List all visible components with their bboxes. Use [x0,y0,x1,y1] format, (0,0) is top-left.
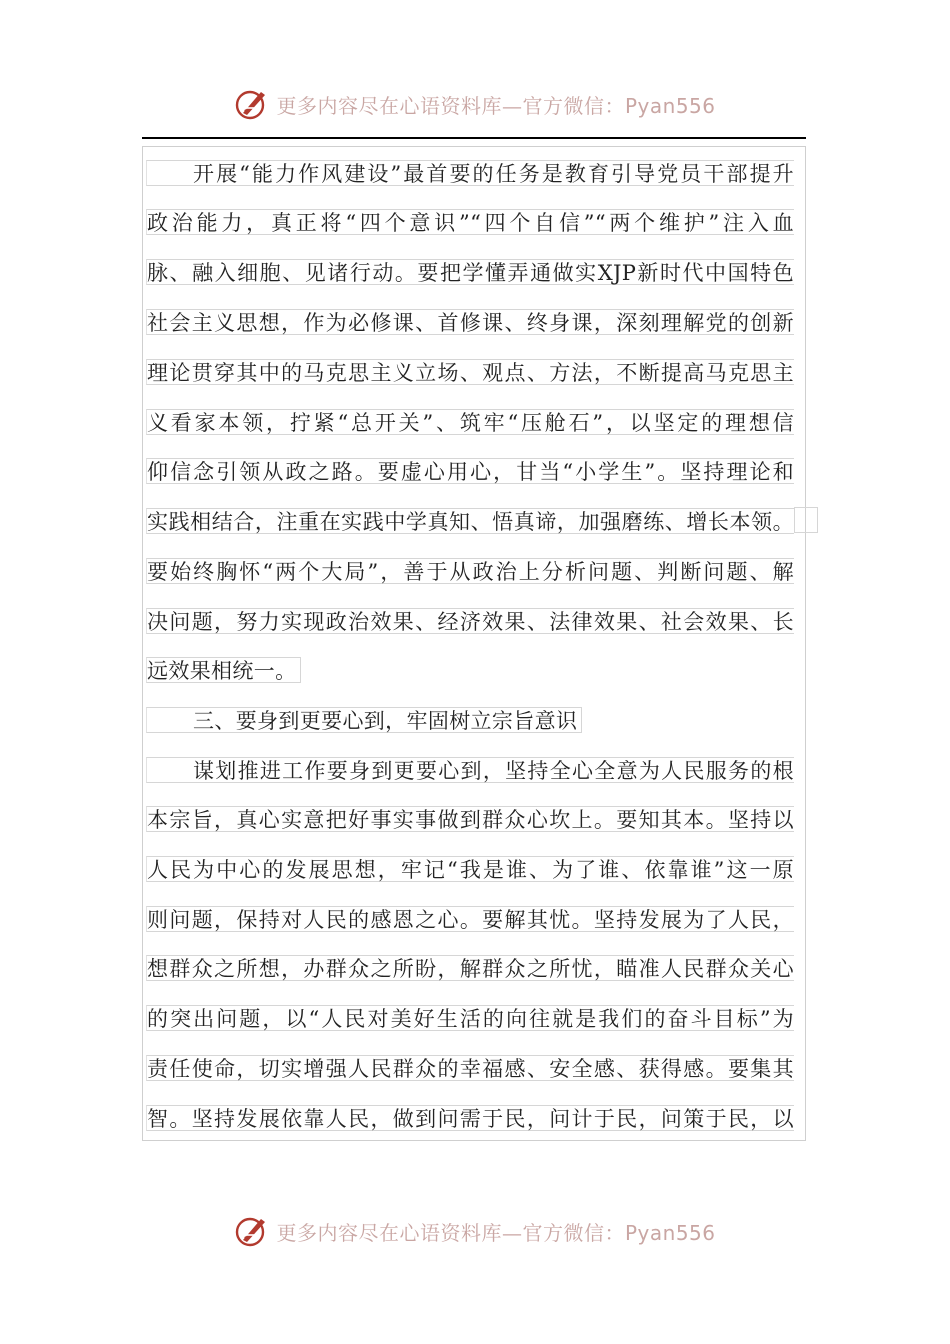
line-overflow-box [794,507,818,533]
text-line: 政治能力，真正将“四个意识”“四个自信”“两个维护”注入血 [147,211,794,235]
text-line: 智。坚持发展依靠人民，做到问需于民，问计于民，问策于民，以 [147,1107,794,1131]
text-line: 责任使命，切实增强人民群众的幸福感、安全感、获得感。要集其 [147,1057,794,1081]
text-line: 社会主义思想，作为必修课、首修课、终身课，深刻理解党的创新 [147,311,794,335]
text-line: 的突出问题，以“人民对美好生活的向往就是我们的奋斗目标”为 [147,1007,794,1031]
quill-logo-icon [234,86,270,122]
text-line: 脉、融入细胞、见诸行动。要把学懂弄通做实XJP新时代中国特色 [147,261,794,285]
wechat-id: Pyan556 [624,93,716,118]
text-line: 要始终胸怀“两个大局”，善于从政治上分析问题、判断问题、解 [147,560,794,584]
text-line: 本宗旨，真心实意把好事实事做到群众心坎上。要知其本。坚持以 [147,808,794,832]
section-heading: 三、要身到更要心到，牢固树立宗旨意识 [146,707,582,733]
text-line: 则问题，保持对人民的感恩之心。要解其忧。坚持发展为了人民， [147,908,794,932]
text-frame [142,146,806,1141]
text-line: 谋划推进工作要身到更要心到，坚持全心全意为人民服务的根 [146,757,794,783]
header-rule [142,137,806,139]
text-line: 义看家本领，拧紧“总开关”、筑牢“压舱石”，以坚定的理想信 [147,411,794,435]
text-line: 仰信念引领从政之路。要虚心用心，甘当“小学生”。坚持理论和 [147,460,794,484]
banner-text: 更多内容尽在心语资料库—官方微信：Pyan556 [276,93,716,118]
text-line: 人民为中心的发展思想，牢记“我是谁、为了谁、依靠谁”这一原 [147,858,794,882]
text-line: 决问题，努力实现政治效果、经济效果、法律效果、社会效果、长 [147,610,794,634]
footer-banner [0,1209,950,1253]
text-line: 想群众之所想，办群众之所盼，解群众之所忧，瞄准人民群众关心 [147,957,794,981]
quill-logo-icon [234,1213,270,1249]
text-line: 开展“能力作风建设”最首要的任务是教育引导党员干部提升 [146,160,794,186]
wechat-id: Pyan556 [624,1220,716,1245]
text-line: 理论贯穿其中的马克思主义立场、观点、方法，不断提高马克思主 [147,361,794,385]
text-line: 实践相结合，注重在实践中学真知、悟真谛，加强磨练、增长本领。 [147,510,794,534]
text-line: 远效果相统一。 [146,657,301,683]
header-banner [0,82,950,126]
banner-text: 更多内容尽在心语资料库—官方微信：Pyan556 [276,1220,716,1245]
